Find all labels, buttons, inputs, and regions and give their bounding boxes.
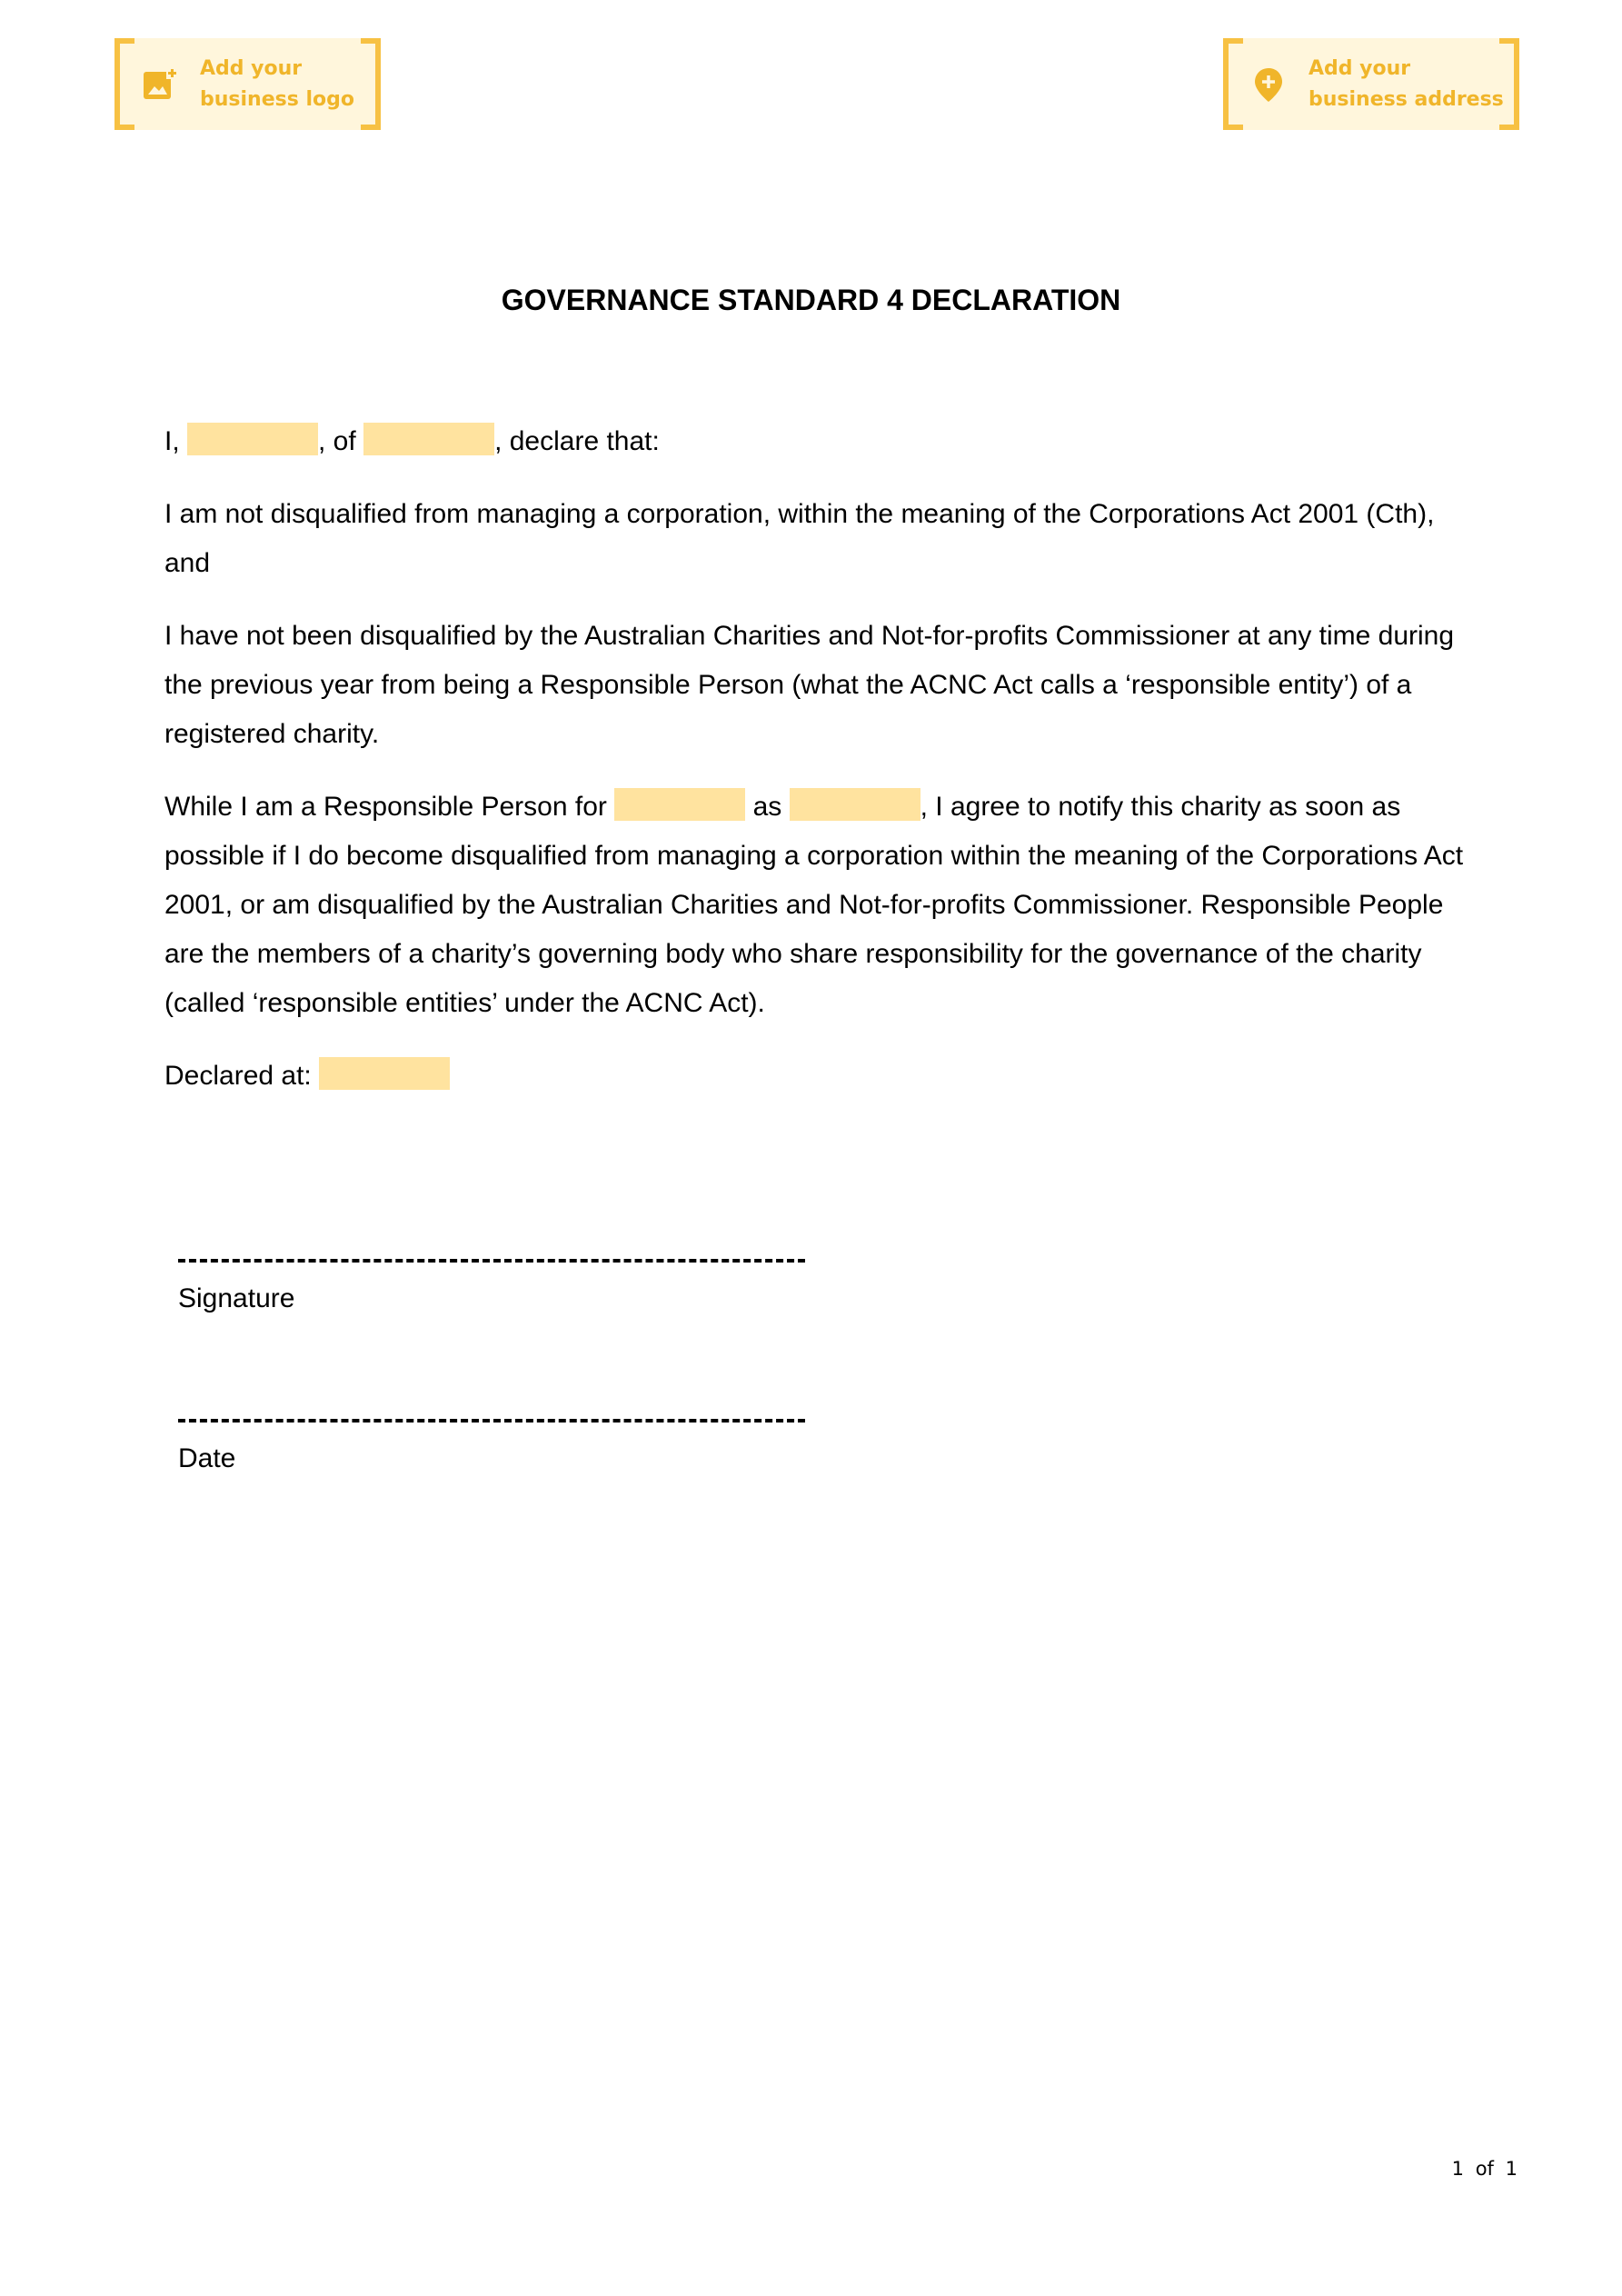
signature-line — [178, 1259, 805, 1263]
date-line — [178, 1419, 805, 1423]
declared-at-field[interactable] — [319, 1057, 450, 1090]
image-add-icon — [142, 66, 178, 103]
bracket-right — [361, 38, 381, 130]
add-business-address-button[interactable] — [1223, 38, 1519, 130]
address-placeholder-label: Add your business address — [1309, 56, 1504, 111]
date-label: Date — [178, 1443, 236, 1473]
notify-prefix: While I am a Responsible Person for — [164, 792, 607, 822]
intro-suffix: , declare that: — [494, 426, 660, 456]
charity-name-field[interactable] — [614, 788, 745, 821]
name-field[interactable] — [187, 423, 318, 455]
declared-at-line — [164, 1052, 1473, 1101]
notify-middle: as — [752, 792, 782, 822]
paragraph-not-disqualified-acnc: I have not been disqualified by the Australian Charities and Not-for-profits Commissioner at any time during the previous year from being a Responsible Person (what the ACNC Act calls a ‘responsible entity’) of a registered charity. — [164, 621, 1455, 749]
paragraph-not-disqualified-corporation: I am not disqualified from managing a corporation, within the meaning of the Corporations Act 2001 (Cth), and — [164, 499, 1435, 578]
declared-at-label: Declared at: — [164, 1061, 312, 1091]
document-title: GOVERNANCE STANDARD 4 DECLARATION — [501, 284, 1121, 316]
logo-placeholder-label: Add your business logo — [200, 56, 354, 111]
map-pin-add-icon — [1250, 66, 1287, 103]
intro-middle: , of — [318, 426, 356, 456]
role-field[interactable] — [790, 788, 920, 821]
add-business-logo-button[interactable] — [114, 38, 381, 130]
intro-line — [164, 417, 1473, 466]
page-number: 1 of 1 — [1451, 2158, 1518, 2180]
bracket-left — [114, 38, 134, 130]
bracket-left — [1223, 38, 1243, 130]
bracket-right — [1499, 38, 1519, 130]
signature-label: Signature — [178, 1283, 295, 1313]
paragraph-notify-agreement — [164, 783, 1473, 1028]
address-field[interactable] — [363, 423, 494, 455]
notify-suffix: , I agree to notify this charity as soon as possible if I do become disqualified from managing a corporation within the meaning of the Corporations Act 2001, or am disqualified by the Australian Charities and Not-for-profits Commissioner. Responsible People are the members of a charity’s governing body who share responsibility for the governance of the charity (called ‘responsible entities’ under the ACNC Act). — [164, 792, 1464, 1018]
intro-prefix: I, — [164, 426, 180, 456]
